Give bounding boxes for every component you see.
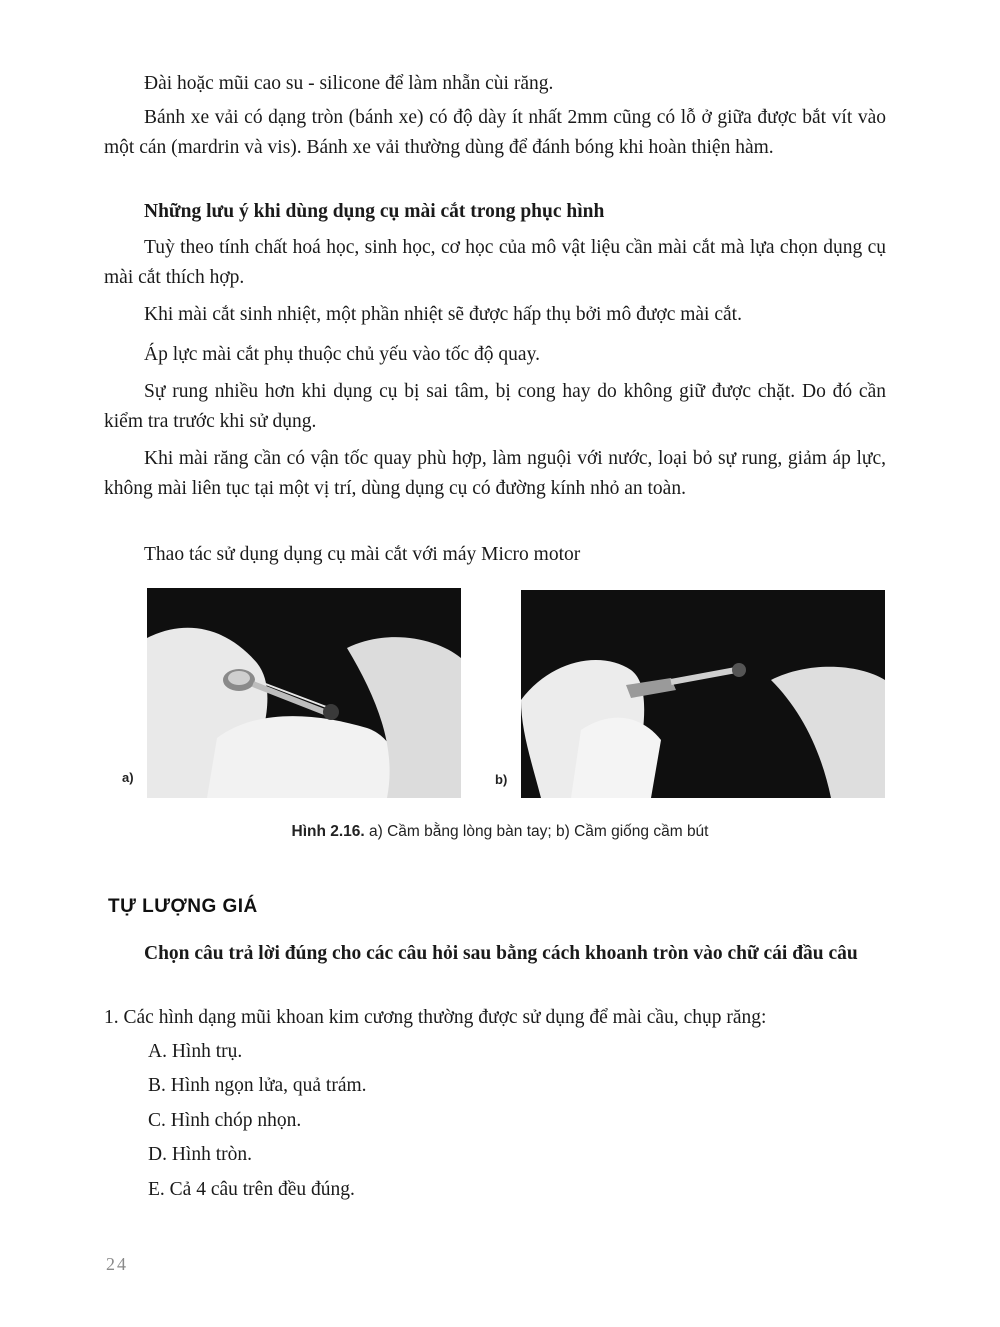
- option-a: A. Hình trụ.: [148, 1041, 243, 1062]
- paragraph-micromotor: Thao tác sử dụng dụng cụ mài cắt với máy Micro motor: [144, 544, 581, 565]
- paragraph-vibration: Sự rung nhiều hơn khi dụng cụ bị sai tâm, bị cong hay do không giữ được chặt. Do đó cần kiểm tra trước khi sử dụng.: [104, 381, 886, 432]
- figure-caption-number: Hình 2.16.: [291, 823, 365, 840]
- paragraph-grinding-tips: Khi mài răng cần có vận tốc quay phù hợp, làm nguội với nước, loại bỏ sự rung, giảm áp lực, không mài liên tục tại một vị trí, dùng dụng cụ có đường kính nhỏ an toàn.: [104, 448, 886, 499]
- photo-pen-grip: [521, 590, 885, 798]
- page-number: 24: [106, 1254, 128, 1274]
- assessment-instruction: Chọn câu trả lời đúng cho các câu hỏi sau bằng cách khoanh tròn vào chữ cái đầu câu: [144, 943, 858, 964]
- paragraph-pressure: Áp lực mài cắt phụ thuộc chủ yếu vào tốc độ quay.: [144, 344, 540, 365]
- figure-caption-text: a) Cầm bằng lòng bàn tay; b) Cầm giống cầm bút: [364, 823, 709, 840]
- section-heading-notes: Những lưu ý khi dùng dụng cụ mài cắt trong phục hình: [144, 201, 605, 222]
- option-d: D. Hình tròn.: [148, 1144, 252, 1165]
- option-c: C. Hình chóp nhọn.: [148, 1110, 302, 1131]
- option-e: E. Cả 4 câu trên đều đúng.: [148, 1179, 355, 1200]
- paragraph-rubber-tips: Đài hoặc mũi cao su - silicone để làm nhẵn cùi răng.: [144, 73, 554, 94]
- figure-caption: [0, 823, 1000, 841]
- paragraph-choose-tool: Tuỳ theo tính chất hoá học, sinh học, cơ học của mô vật liệu cần mài cắt mà lựa chọn dụng cụ mài cắt thích hợp.: [104, 237, 886, 288]
- figure-label-b: b): [495, 772, 508, 787]
- paragraph-cloth-wheel: Bánh xe vải có dạng tròn (bánh xe) có độ dày ít nhất 2mm cũng có lỗ ở giữa được bắt vít vào một cán (mardrin và vis). Bánh xe vải thường dùng để đánh bóng khi hoàn thiện hàm.: [104, 107, 886, 158]
- figure-label-a: a): [122, 770, 134, 785]
- self-assessment-title: TỰ LƯỢNG GIÁ: [108, 896, 258, 917]
- option-b: B. Hình ngọn lửa, quả trám.: [148, 1075, 367, 1096]
- paragraph-heat: Khi mài cắt sinh nhiệt, một phần nhiệt sẽ được hấp thụ bởi mô được mài cắt.: [144, 304, 742, 325]
- question-1: 1. Các hình dạng mũi khoan kim cương thường được sử dụng để mài cầu, chụp răng:: [104, 1007, 767, 1028]
- photo-palm-grip: [147, 588, 461, 798]
